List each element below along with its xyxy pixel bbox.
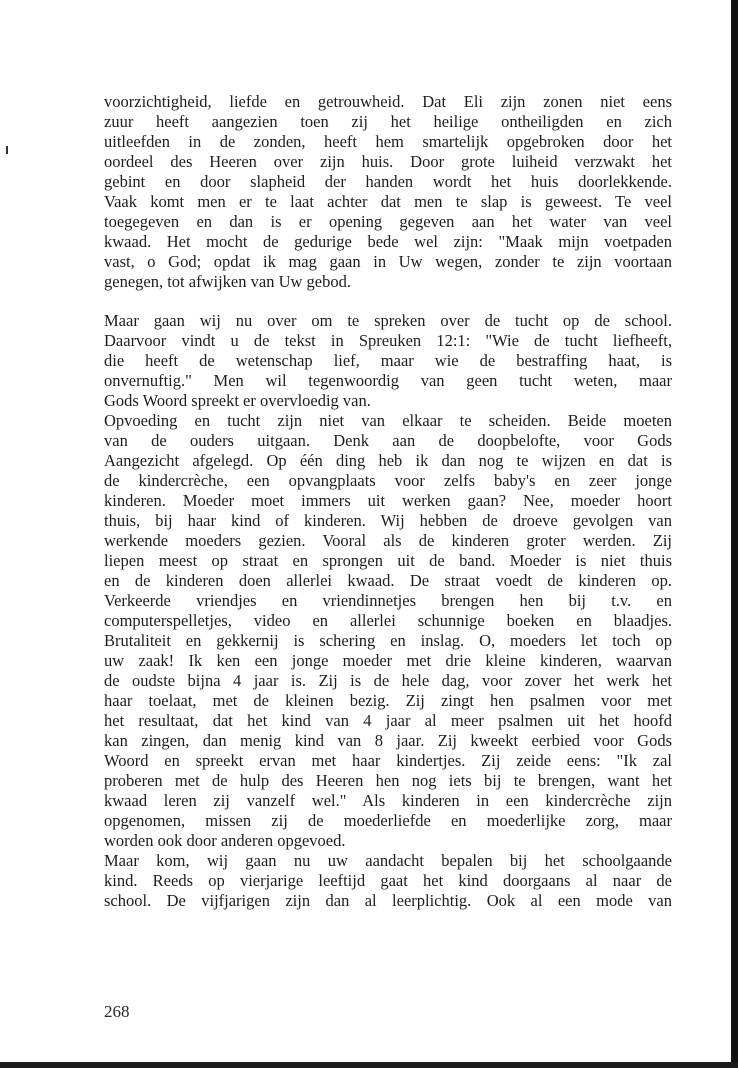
paragraph-1 xyxy=(104,92,672,292)
scan-mark xyxy=(6,146,8,154)
text-line: uitleefden in de zonden, heeft hem smartelijk opgebroken door het xyxy=(104,132,672,151)
text-line: oordeel des Heeren over zijn huis. Door grote luiheid verzwakt het xyxy=(104,152,672,171)
text-line: kan zingen, dan menig kind van 8 jaar. Zij kweekt eerbied voor Gods xyxy=(104,731,672,750)
page-number: 268 xyxy=(104,1002,130,1021)
text-line: voorzichtigheid, liefde en getrouwheid. Dat Eli zijn zonen niet eens xyxy=(104,92,672,111)
text-line: kinderen. Moeder moet immers uit werken gaan? Nee, moeder hoort xyxy=(104,491,672,510)
text-line: Verkeerde vriendjes en vriendinnetjes brengen hen bij t.v. en xyxy=(104,591,672,610)
text-line: kwaad. Het mocht de gedurige bede wel zijn: "Maak mijn voetpaden xyxy=(104,232,672,251)
text-line: de oudste bijna 4 jaar is. Zij is de hele dag, voor zover het werk het xyxy=(104,671,672,690)
text-line: worden ook door anderen opgevoed. xyxy=(104,831,346,850)
text-line: liepen meest op straat en sprongen uit de band. Moeder is niet thuis xyxy=(104,551,672,570)
text-line: thuis, bij haar kind of kinderen. Wij hebben de droeve gevolgen van xyxy=(104,511,672,530)
text-line: Woord en spreekt ervan met haar kindertjes. Zij zeide eens: "Ik zal xyxy=(104,751,672,770)
text-line: Vaak komt men er te laat achter dat men te slap is geweest. Te veel xyxy=(104,192,672,211)
text-line: Gods Woord spreekt er overvloedig van. xyxy=(104,391,371,410)
text-line: Brutaliteit en gekkernij is schering en inslag. O, moeders let toch op xyxy=(104,631,672,650)
text-line: uw zaak! Ik ken een jonge moeder met drie kleine kinderen, waarvan xyxy=(104,651,672,670)
text-line: onvernuftig." Men wil tegenwoordig van geen tucht weten, maar xyxy=(104,371,672,390)
scan-edge-right xyxy=(731,0,738,1068)
text-line: zuur heeft aangezien toen zij het heilige ontheiligden en zich xyxy=(104,112,672,131)
text-line: Maar kom, wij gaan nu uw aandacht bepalen bij het schoolgaande xyxy=(104,851,672,870)
text-line: genegen, tot afwijken van Uw gebod. xyxy=(104,272,351,291)
text-line: toegegeven en dan is er opening gegeven aan het water van veel xyxy=(104,212,672,231)
text-line: proberen met de hulp des Heeren hen nog iets bij te brengen, want het xyxy=(104,771,672,790)
text-line: en de kinderen doen allerlei kwaad. De straat voedt de kinderen op. xyxy=(104,571,672,590)
text-line: opgenomen, missen zij de moederliefde en moederlijke zorg, maar xyxy=(104,811,672,830)
text-line: vast, o God; opdat ik mag gaan in Uw wegen, zonder te zijn voortaan xyxy=(104,252,672,271)
text-line: haar toelaat, met de kleinen bezig. Zij zingt hen psalmen voor met xyxy=(104,691,672,710)
text-line: Maar gaan wij nu over om te spreken over de tucht op de school. xyxy=(104,311,672,330)
text-line: Aangezicht afgelegd. Op één ding heb ik dan nog te wijzen en dat is xyxy=(104,451,672,470)
text-line: die heeft de wetenschap lief, maar wie de bestraffing haat, is xyxy=(104,351,672,370)
scan-edge-bottom xyxy=(0,1062,738,1068)
text-line: computerspelletjes, video en allerlei schunnige boeken en blaadjes. xyxy=(104,611,672,630)
text-line: kwaad leren zij vanzelf wel." Als kinderen in een kindercrèche zijn xyxy=(104,791,672,810)
text-line: de kindercrèche, een opvangplaats voor zelfs baby's en zeer jonge xyxy=(104,471,672,490)
paragraph-4 xyxy=(104,851,672,911)
text-line: school. De vijfjarigen zijn dan al leerplichtig. Ook al een mode van xyxy=(104,891,672,910)
text-line: werkende moeders gezien. Vooral als de kinderen groter werden. Zij xyxy=(104,531,672,550)
paragraph-2 xyxy=(104,311,672,411)
text-line: van de ouders uitgaan. Denk aan de doopbelofte, voor Gods xyxy=(104,431,672,450)
paragraph-3 xyxy=(104,411,672,851)
text-line: gebint en door slapheid der handen wordt het huis doorlekkende. xyxy=(104,172,672,191)
body-text xyxy=(104,92,672,911)
text-line: het resultaat, dat het kind van 4 jaar al meer psalmen uit het hoofd xyxy=(104,711,672,730)
text-line: Opvoeding en tucht zijn niet van elkaar te scheiden. Beide moeten xyxy=(104,411,672,430)
text-line: Daarvoor vindt u de tekst in Spreuken 12:1: "Wie de tucht liefheeft, xyxy=(104,331,672,350)
text-line: kind. Reeds op vierjarige leeftijd gaat het kind doorgaans al naar de xyxy=(104,871,672,890)
paragraph-gap xyxy=(104,292,672,311)
